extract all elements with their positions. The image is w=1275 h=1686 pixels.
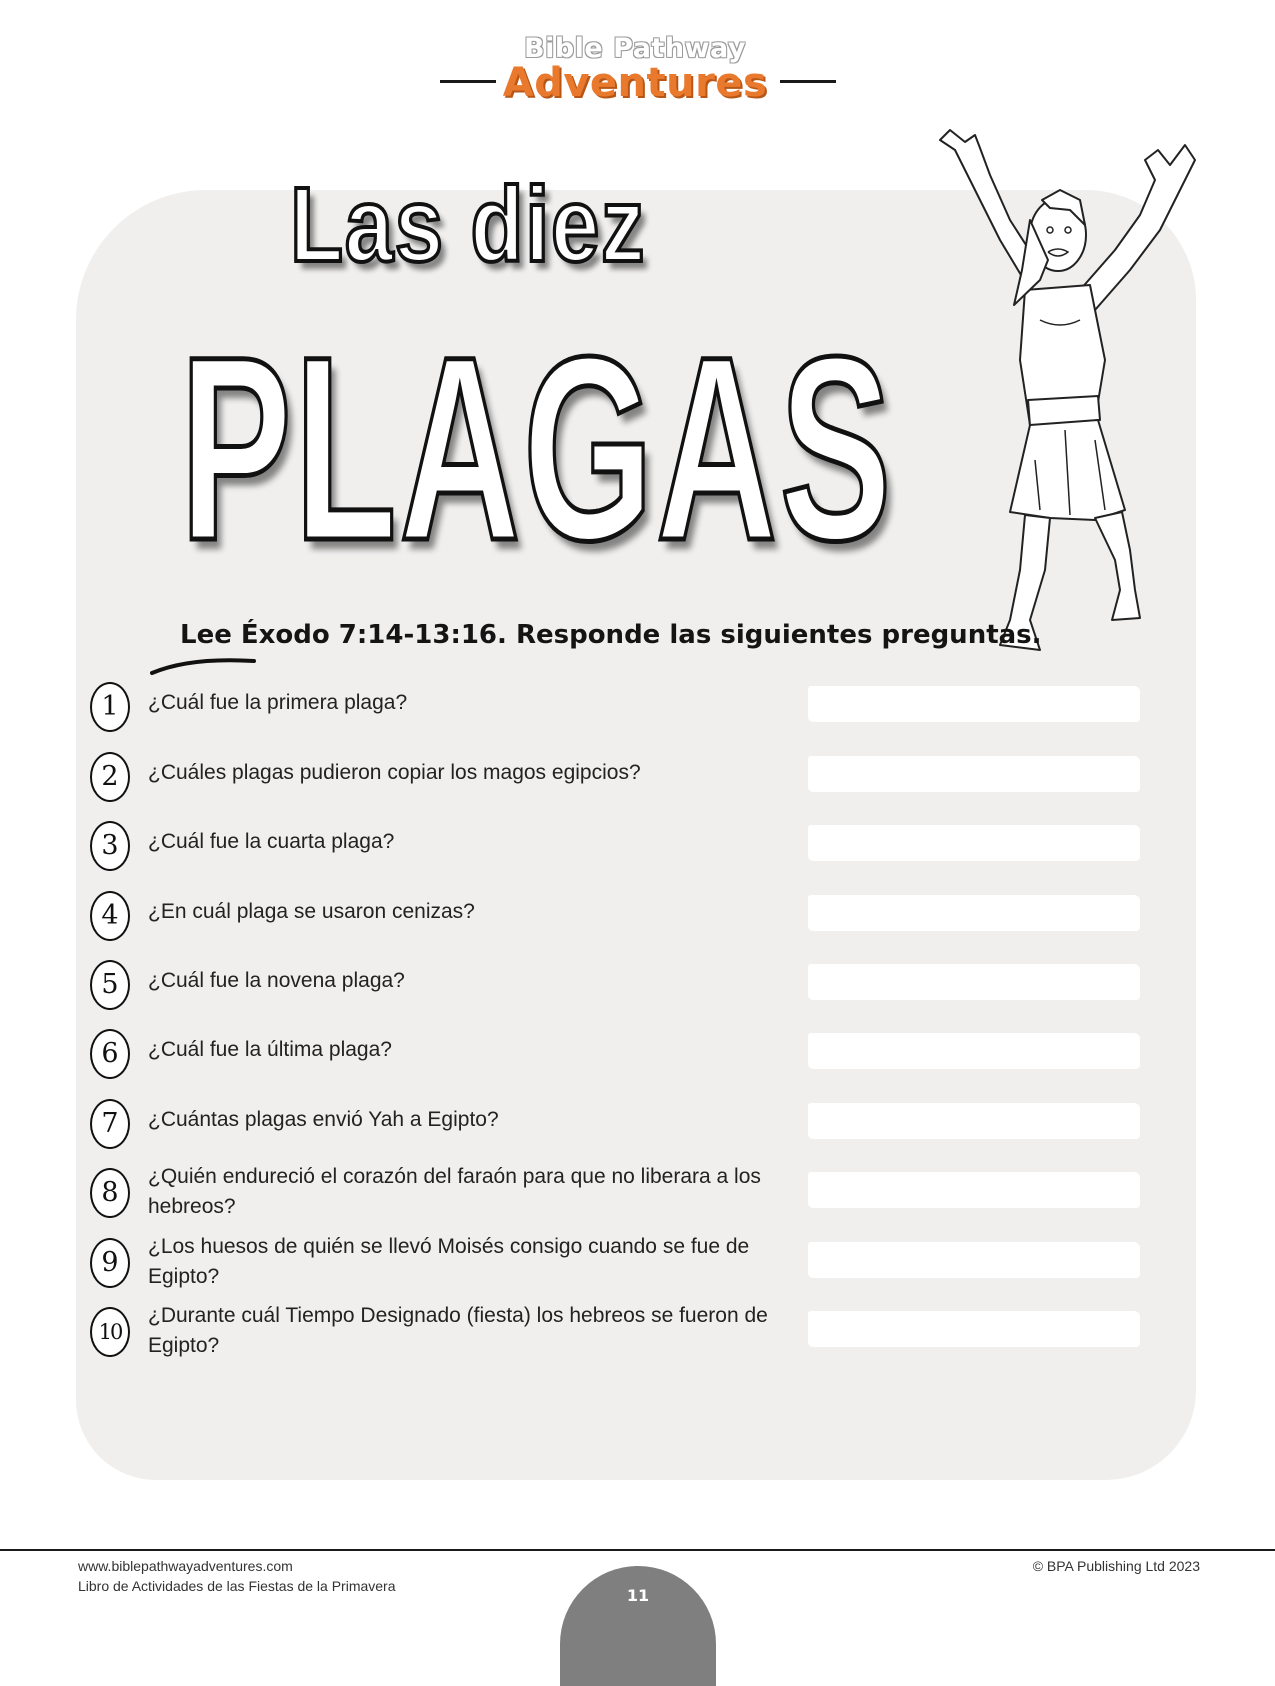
instructions: Lee Éxodo 7:14-13:16. Responde las siguientes preguntas. <box>180 620 1042 650</box>
question-number: 1 <box>90 682 130 732</box>
question-text: ¿Cuál fue la última plaga? <box>148 1038 392 1061</box>
logo-top-text: Bible Pathway <box>524 33 746 64</box>
question-row <box>88 752 1148 816</box>
pharaoh-illustration <box>930 120 1230 680</box>
question-number: 5 <box>90 960 130 1010</box>
question-text: ¿Cuál fue la cuarta plaga? <box>148 830 395 853</box>
answer-field[interactable] <box>808 825 1140 861</box>
question-row <box>88 682 1148 746</box>
answer-field[interactable] <box>808 756 1140 792</box>
question-text: ¿Cuáles plagas pudieron copiar los magos egipcios? <box>148 761 641 784</box>
footer-copyright: © BPA Publishing Ltd 2023 <box>1032 1558 1200 1574</box>
title-line-1: Las diez <box>290 166 647 284</box>
answer-field[interactable] <box>808 1103 1140 1139</box>
question-number: 8 <box>90 1168 130 1218</box>
question-number: 7 <box>90 1099 130 1149</box>
question-row <box>88 821 1148 885</box>
question-text: ¿Cuál fue la primera plaga? <box>148 691 408 714</box>
question-text: ¿En cuál plaga se usaron cenizas? <box>148 900 475 923</box>
question-text: ¿Los huesos de quién se llevó Moisés consigo cuando se fue de Egipto? <box>148 1235 750 1288</box>
question-row <box>88 960 1148 1024</box>
footer-website: www.biblepathwayadventures.com <box>78 1558 293 1574</box>
question-text: ¿Cuántas plagas envió Yah a Egipto? <box>148 1108 499 1131</box>
footer-book-title: Libro de Actividades de las Fiestas de la Primavera <box>78 1578 396 1594</box>
question-number: 6 <box>90 1029 130 1079</box>
title-line-2: PLAGAS <box>180 302 895 595</box>
answer-field[interactable] <box>808 895 1140 931</box>
logo-rule-right <box>780 80 836 83</box>
answer-field[interactable] <box>808 964 1140 1000</box>
question-row <box>88 1165 1148 1232</box>
answer-field[interactable] <box>808 1033 1140 1069</box>
answer-field[interactable] <box>808 1172 1140 1208</box>
underline-swoosh <box>150 655 260 679</box>
page-number-tab <box>560 1566 716 1686</box>
answer-field[interactable] <box>808 1311 1140 1347</box>
question-row <box>88 1235 1148 1302</box>
question-text: ¿Durante cuál Tiempo Designado (fiesta) los hebreos se fueron de Egipto? <box>148 1304 768 1357</box>
answer-field[interactable] <box>808 686 1140 722</box>
logo-bottom-text: Adventures <box>502 60 768 106</box>
question-number: 9 <box>90 1238 130 1288</box>
question-text: ¿Cuál fue la novena plaga? <box>148 969 405 992</box>
question-row <box>88 891 1148 955</box>
answer-field[interactable] <box>808 1242 1140 1278</box>
question-number: 4 <box>90 891 130 941</box>
question-row <box>88 1029 1148 1093</box>
question-row <box>88 1099 1148 1163</box>
page-number: 11 <box>626 1586 650 1605</box>
question-row <box>88 1304 1148 1371</box>
footer-left <box>78 1556 396 1596</box>
question-text: ¿Quién endureció el corazón del faraón para que no liberara a los hebreos? <box>148 1165 761 1218</box>
question-number: 2 <box>90 752 130 802</box>
question-number: 10 <box>90 1307 130 1357</box>
footer-rule <box>0 1549 1275 1551</box>
question-number: 3 <box>90 821 130 871</box>
